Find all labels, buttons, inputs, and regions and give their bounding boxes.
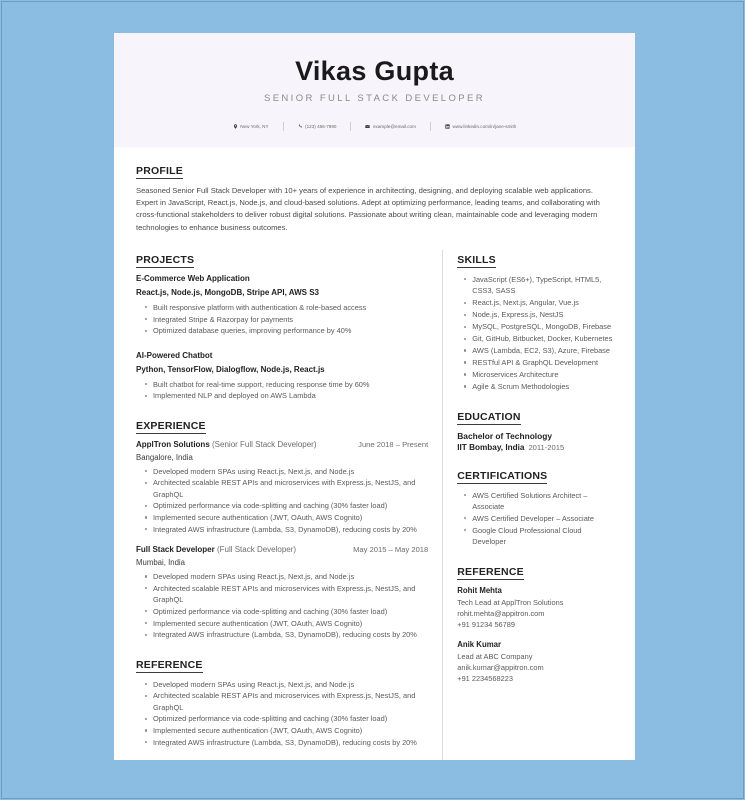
project-bullets — [145, 302, 428, 337]
list-item: Integrated Stripe & Razorpay for payments — [145, 314, 428, 325]
right-column — [443, 250, 613, 760]
contact-phone-text: (123) 456-7890 — [305, 123, 337, 129]
contact-location-text: New York, NY — [240, 123, 269, 129]
contact-linkedin-text: www.linkedin.com/in/jane-smith — [452, 123, 517, 129]
email-icon — [365, 124, 370, 129]
section-education — [457, 407, 613, 452]
list-item: Git, GitHub, Bitbucket, Docker, Kubernetes — [464, 333, 613, 344]
contact-email[interactable] — [351, 124, 429, 129]
education-years: 2011-2015 — [528, 442, 565, 452]
reference-left-heading: REFERENCE — [136, 658, 203, 671]
list-item: Node.js, Express.js, NestJS — [464, 309, 613, 320]
profile-heading: PROFILE — [136, 164, 183, 177]
list-item: Implemented secure authentication (JWT, OAuth, AWS Cognito) — [145, 618, 428, 629]
experience-bullets — [145, 466, 428, 536]
list-item: Agile & Scrum Methodologies — [464, 381, 613, 392]
experience-dates: May 2015 – May 2018 — [353, 545, 429, 555]
section-experience — [136, 416, 428, 641]
list-item: Integrated AWS infrastructure (Lambda, S3, DynamoDB), reducing costs by 20% — [145, 737, 428, 748]
certifications-heading: CERTIFICATIONS — [457, 469, 548, 482]
reference-entry — [457, 640, 613, 684]
reference-title: Lead at ABC Company — [457, 652, 533, 662]
reference-left-bullets — [145, 679, 428, 749]
reference-phone[interactable]: +91 2234568223 — [457, 674, 513, 684]
list-item: AWS Certified Solutions Architect – Associate — [464, 490, 613, 513]
reference-entry — [457, 586, 613, 630]
project-item — [136, 351, 428, 402]
two-column-area — [136, 250, 613, 760]
project-title: E-Commerce Web Application — [136, 273, 250, 283]
reference-email[interactable]: rohit.mehta@appitron.com — [457, 609, 545, 619]
list-item: Built chatbot for real-time support, reducing response time by 60% — [145, 379, 428, 390]
list-item: React.js, Next.js, Angular, Vue.js — [464, 297, 613, 308]
profile-text: Seasoned Senior Full Stack Developer with 10+ years of experience in architecting, designing, and deploying scalable web applications. Expert in JavaScript, React.js, Node.js, and cloud-based solutions. Adept at optimizing performance, leading teams, and collaborating with cross-functional stakeholders to deliver robust digital solutions. Passionate about writing clean, maintainable code and leveraging modern technologies to enhance business outcomes. — [136, 185, 600, 232]
contact-email-text: example@email.com — [372, 123, 416, 129]
section-projects — [136, 250, 428, 402]
list-item: Optimized performance via code-splitting and caching (30% faster load) — [145, 500, 428, 511]
section-skills — [457, 250, 613, 393]
linkedin-icon — [445, 124, 450, 129]
list-item: Implemented NLP and deployed on AWS Lambda — [145, 390, 428, 401]
experience-company-role — [136, 440, 317, 449]
experience-item — [136, 440, 428, 536]
experience-position: (Senior Full Stack Developer) — [212, 439, 317, 449]
education-school — [457, 443, 613, 452]
list-item: Integrated AWS infrastructure (Lambda, S3, DynamoDB), reducing costs by 20% — [145, 629, 428, 640]
education-degree: Bachelor of Technology — [457, 430, 553, 441]
list-item: Optimized database queries, improving performance by 40% — [145, 325, 428, 336]
section-certifications — [457, 466, 613, 548]
reference-phone[interactable]: +91 91234 56789 — [457, 620, 515, 630]
project-stack: React.js, Node.js, MongoDB, Stripe API, AWS S3 — [136, 287, 319, 297]
candidate-role: SENIOR FULL STACK DEVELOPER — [263, 92, 486, 104]
contact-linkedin[interactable] — [431, 124, 530, 129]
experience-header-row — [136, 440, 428, 449]
reference-title: Tech Lead at ApplTron Solutions — [457, 597, 564, 607]
experience-heading: EXPERIENCE — [136, 419, 206, 432]
section-profile — [136, 161, 613, 234]
project-bullets — [145, 379, 428, 402]
blue-backdrop — [1, 1, 744, 799]
candidate-name: Vikas Gupta — [295, 56, 454, 86]
resume-header — [114, 33, 635, 147]
experience-dates: June 2018 – Present — [358, 439, 429, 449]
list-item: Developed modern SPAs using React.js, Next.js, and Node.js — [145, 571, 428, 582]
list-item: Implemented secure authentication (JWT, OAuth, AWS Cognito) — [145, 512, 428, 523]
contact-phone[interactable] — [284, 124, 351, 129]
resume-page — [114, 33, 635, 760]
reference-name: Rohit Mehta — [457, 585, 502, 595]
reference-email[interactable]: anik.kumar@appitron.com — [457, 663, 544, 673]
list-item: AWS (Lambda, EC2, S3), Azure, Firebase — [464, 345, 613, 356]
certifications-list — [464, 490, 613, 548]
section-reference-right — [457, 562, 613, 685]
list-item: RESTful API & GraphQL Development — [464, 357, 613, 368]
list-item: Microservices Architecture — [464, 369, 613, 380]
list-item: Optimized performance via code-splitting and caching (30% faster load) — [145, 713, 428, 724]
experience-location: Bangalore, India — [136, 452, 193, 462]
list-item: Architected scalable REST APIs and microservices with Express.js, NestJS, and GraphQL — [145, 477, 428, 500]
list-item: Implemented secure authentication (JWT, OAuth, AWS Cognito) — [145, 725, 428, 736]
project-stack: Python, TensorFlow, Dialogflow, Node.js, React.js — [136, 364, 325, 374]
experience-item — [136, 545, 428, 641]
experience-company-role — [136, 545, 296, 554]
list-item: Developed modern SPAs using React.js, Next.js, and Node.js — [145, 466, 428, 477]
experience-company: Full Stack Developer — [136, 545, 215, 555]
list-item: Developed modern SPAs using React.js, Next.js, and Node.js — [145, 679, 428, 690]
education-school-name: IIT Bombay, India — [457, 442, 525, 452]
list-item: JavaScript (ES6+), TypeScript, HTML5, CSS3, SASS — [464, 274, 613, 297]
project-title: AI-Powered Chatbot — [136, 350, 213, 360]
experience-location: Mumbai, India — [136, 558, 185, 568]
experience-position: (Full Stack Developer) — [216, 545, 297, 555]
section-reference-left — [136, 655, 428, 749]
list-item: Architected scalable REST APIs and microservices with Express.js, NestJS, and GraphQL — [145, 583, 428, 606]
contact-row — [114, 122, 635, 131]
education-heading: EDUCATION — [457, 410, 521, 423]
skills-list — [464, 274, 613, 393]
reference-right-heading: REFERENCE — [457, 565, 524, 578]
reference-name: Anik Kumar — [457, 640, 502, 650]
list-item: Integrated AWS infrastructure (Lambda, S3, DynamoDB), reducing costs by 20% — [145, 524, 428, 535]
experience-bullets — [145, 571, 428, 641]
list-item: MySQL, PostgreSQL, MongoDB, Firebase — [464, 321, 613, 332]
list-item: Architected scalable REST APIs and microservices with Express.js, NestJS, and GraphQL — [145, 690, 428, 713]
list-item: Google Cloud Professional Cloud Developer — [464, 525, 613, 548]
experience-company: ApplTron Solutions — [136, 439, 210, 449]
skills-heading: SKILLS — [457, 253, 496, 266]
resume-body — [114, 147, 635, 760]
list-item: Optimized performance via code-splitting and caching (30% faster load) — [145, 606, 428, 617]
list-item: AWS Certified Developer – Associate — [464, 513, 613, 524]
project-item — [136, 274, 428, 337]
projects-heading: PROJECTS — [136, 253, 195, 266]
location-pin-icon — [233, 124, 238, 129]
left-column — [136, 250, 442, 760]
phone-icon — [298, 124, 303, 129]
contact-location[interactable] — [219, 124, 283, 129]
experience-header-row — [136, 545, 428, 554]
list-item: Built responsive platform with authentication & role-based access — [145, 302, 428, 313]
